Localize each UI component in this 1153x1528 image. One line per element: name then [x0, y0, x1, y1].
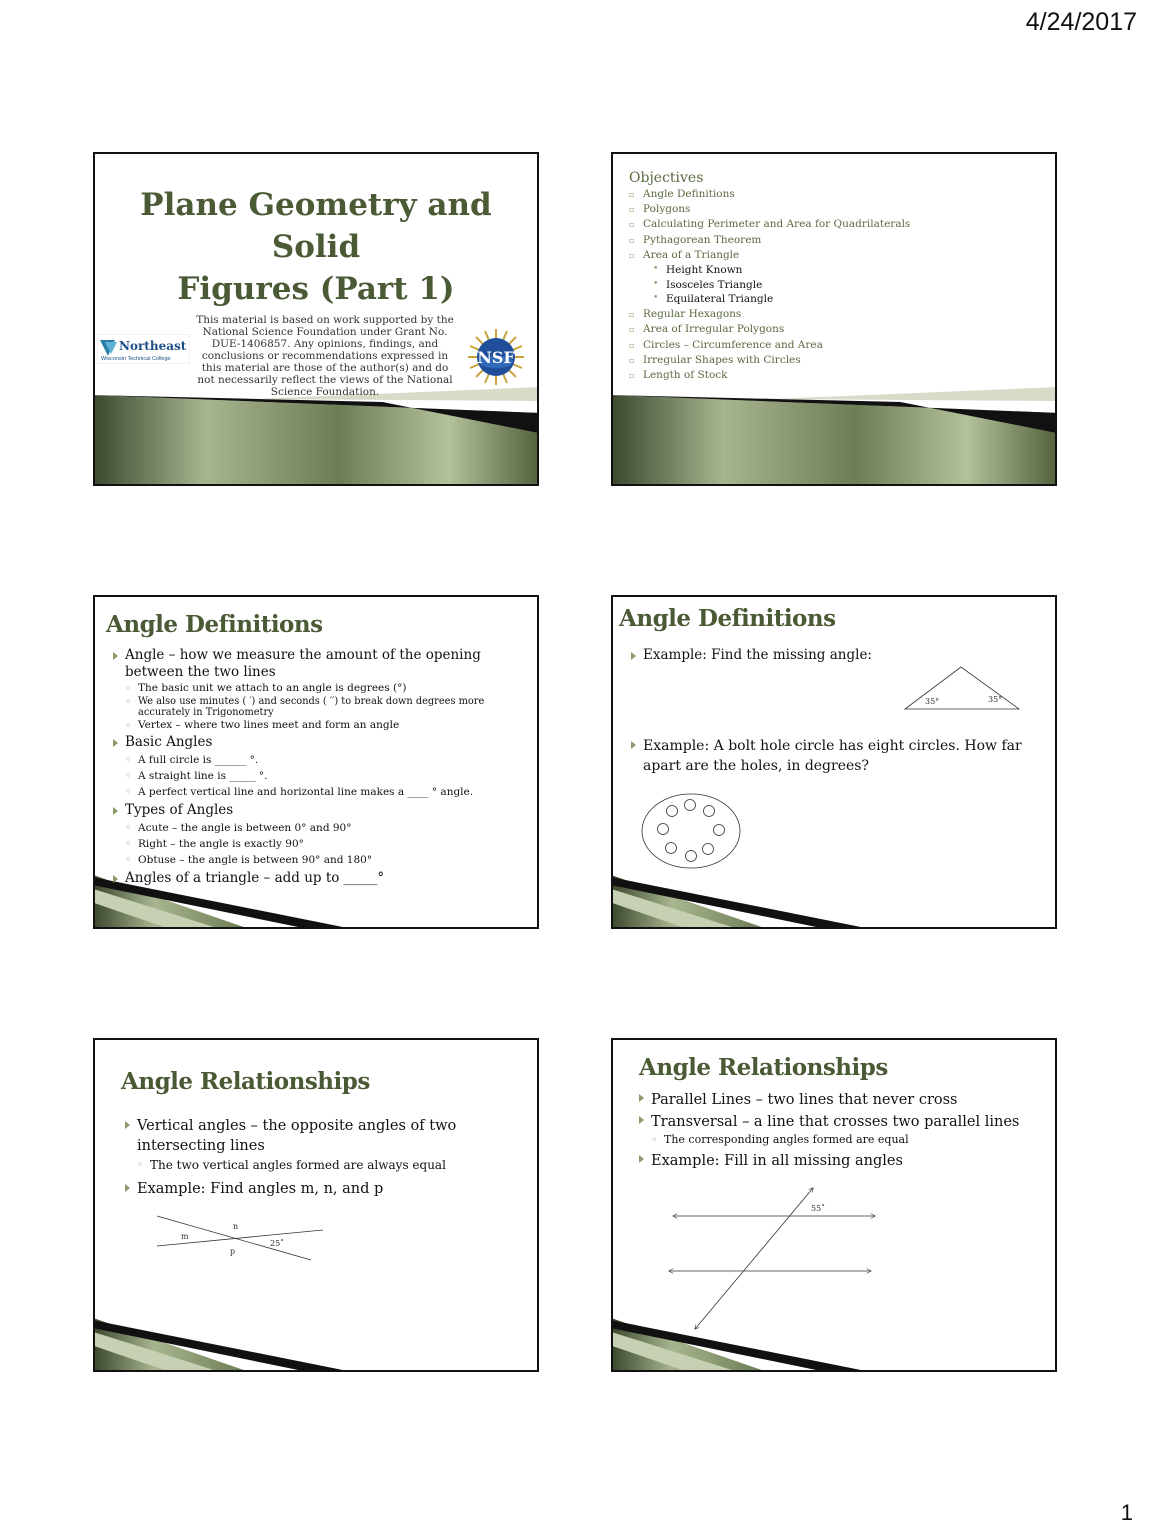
slide-1-title-text: [95, 184, 537, 310]
bullet-item: Parallel Lines – two lines that never cross: [637, 1089, 1037, 1111]
note-line: not necessarily reflect the views of the National: [197, 374, 453, 386]
sub-bullet-item: ◦ A full circle is ______ °.: [125, 752, 511, 768]
slide-5-title: Angle Relationships: [121, 1068, 370, 1095]
bullet-text: Vertical angles – the opposite angles of two intersecting lines: [137, 1118, 457, 1154]
slide-5-bullets: [123, 1116, 513, 1199]
objective-item: ▫ Regular Hexagons: [629, 307, 910, 322]
slide-5-angle-relationships: [93, 1038, 539, 1372]
bolt-hole: [658, 824, 669, 835]
sub-bullet-item: ◦ A straight line is _____ °.: [125, 768, 511, 784]
note-line: Science Foundation.: [270, 386, 380, 398]
document-date: 4/24/2017: [1025, 8, 1137, 36]
slide-4-bullet-1: [629, 647, 1029, 664]
slide-4-angle-examples: [611, 595, 1057, 929]
slide-3-bullets: [111, 647, 511, 887]
slide-6-angle-relationships: [611, 1038, 1057, 1372]
transversal-line: [695, 1188, 813, 1329]
logo-northeast-subtext: Wisconsin Technical College: [101, 356, 171, 362]
objective-item: ▫ Circles – Circumference and Area: [629, 338, 910, 353]
bullet-item: [111, 647, 511, 732]
objective-subitem: • Isosceles Triangle: [629, 278, 910, 293]
objective-item: ▫ Irregular Shapes with Circles: [629, 353, 910, 368]
objective-item: ▫ Length of Stock: [629, 368, 910, 383]
slide-1-title: [93, 152, 539, 486]
bolt-hole: [703, 844, 714, 855]
bolt-hole: [714, 825, 725, 836]
bullet-item: [637, 1111, 1037, 1147]
objective-item: ▫ Area of a Triangle: [629, 248, 910, 263]
vertical-angles-figure: [153, 1212, 323, 1264]
slide-3-angle-definitions: [93, 595, 539, 929]
sub-bullet-item: ◦ Obtuse – the angle is between 90° and 180°: [125, 852, 511, 868]
bullet-item: [111, 802, 511, 868]
nsf-disclaimer: [195, 314, 455, 398]
bullet-item: Example: Find angles m, n, and p: [123, 1179, 513, 1199]
sub-bullet-item: ◦ Right – the angle is exactly 90°: [125, 836, 511, 852]
slide-4-bullet-2: [629, 736, 1029, 776]
angle-label-n: n: [233, 1222, 239, 1231]
angle-label-25: 25˚: [270, 1239, 285, 1248]
sub-bullet-item: ◦ Vertex – where two lines meet and form an angle: [125, 719, 511, 733]
sub-bullet-item: ◦ The corresponding angles formed are equal: [651, 1132, 1037, 1147]
title-line-1: Plane Geometry and Solid: [140, 187, 492, 265]
slide-2-objectives: [611, 152, 1057, 486]
angle-label-right: 35°: [988, 695, 1003, 704]
sub-bullet-item: ◦ The two vertical angles formed are always equal: [137, 1157, 513, 1173]
slide-6-bullets: [637, 1089, 1037, 1172]
objective-subitem: • Equilateral Triangle: [629, 292, 910, 307]
title-line-2: Figures (Part 1): [177, 271, 455, 307]
page-number: 1: [1120, 1500, 1133, 1525]
angle-label-m: m: [181, 1232, 189, 1241]
bullet-text: Basic Angles: [125, 734, 213, 750]
objective-item: ▫ Area of Irregular Polygons: [629, 322, 910, 337]
slide-4-title: Angle Definitions: [619, 605, 836, 632]
bolt-hole: [704, 806, 715, 817]
sub-bullet-item: ◦ Acute – the angle is between 0° and 90°: [125, 820, 511, 836]
bullet-item: Angles of a triangle – add up to _____°: [111, 870, 511, 887]
sub-bullet-item: ◦ The basic unit we attach to an angle is degrees (°): [125, 682, 511, 696]
bullet-text: Types of Angles: [125, 802, 234, 818]
bullet-item: Example: Fill in all missing angles: [637, 1150, 1037, 1172]
bolt-hole: [667, 806, 678, 817]
objective-item: ▫ Pythagorean Theorem: [629, 233, 910, 248]
note-line: this material are those of the author(s) and do: [201, 362, 449, 374]
note-line: National Science Foundation under Grant No.: [202, 326, 448, 338]
parallel-lines-figure: [663, 1184, 883, 1334]
note-line: DUE-1406857. Any opinions, findings, and: [211, 338, 439, 350]
bullet-item: [111, 734, 511, 800]
bullet-text: Transversal – a line that crosses two parallel lines: [651, 1114, 1020, 1130]
triangle-figure: [903, 665, 1023, 713]
nsf-logo: [467, 328, 525, 386]
bullet-item: Example: A bolt hole circle has eight circles. How far apart are the holes, in degrees?: [629, 736, 1029, 776]
objective-item: ▫ Angle Definitions: [629, 187, 910, 202]
sub-bullet-item: ◦ We also use minutes ( ′) and seconds ( ′′) to break down degrees more accurately in Trigonometry: [125, 696, 511, 719]
bolt-hole-circle-figure: [639, 791, 743, 871]
angle-label-p: p: [230, 1247, 236, 1256]
objectives-heading: Objectives: [629, 170, 704, 186]
bolt-hole: [685, 800, 696, 811]
objective-item: ▫ Calculating Perimeter and Area for Quadrilaterals: [629, 217, 910, 232]
bolt-hole: [666, 843, 677, 854]
angle-label-left: 35°: [925, 697, 940, 706]
nsf-logo-text: NSF: [477, 348, 515, 367]
bullet-item: [123, 1116, 513, 1173]
note-line: conclusions or recommendations expressed in: [201, 350, 449, 362]
northeast-college-logo: [97, 334, 190, 364]
logo-northeast-text: Northeast: [119, 339, 187, 353]
objectives-list: [629, 170, 910, 383]
objective-subitem: • Height Known: [629, 263, 910, 278]
bullet-text: Angle – how we measure the amount of the opening between the two lines: [125, 647, 481, 680]
objective-item: ▫ Polygons: [629, 202, 910, 217]
angle-label-55: 55˚: [811, 1204, 826, 1213]
slide-3-title: Angle Definitions: [106, 611, 323, 638]
sub-bullet-item: ◦ A perfect vertical line and horizontal line makes a ____ ° angle.: [125, 784, 511, 800]
note-line: This material is based on work supported by the: [196, 314, 454, 326]
slide-6-title: Angle Relationships: [639, 1054, 888, 1081]
bolt-hole: [686, 851, 697, 862]
bullet-item: Example: Find the missing angle:: [629, 647, 1029, 664]
